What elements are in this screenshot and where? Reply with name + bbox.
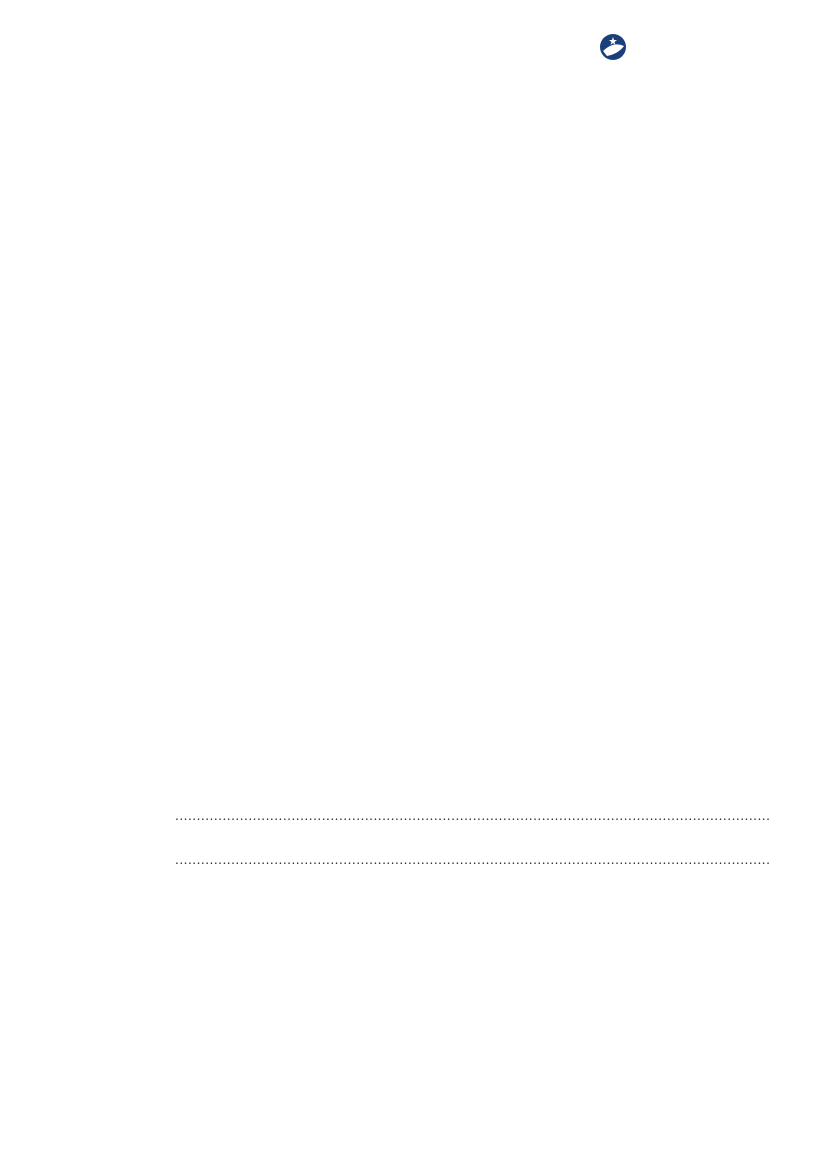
leader-dots: ..........................................................................................................................................	[175, 853, 771, 867]
leader-dots: ..........................................................................................................................................	[175, 809, 771, 823]
toc-entry-list[interactable]	[169, 850, 771, 870]
toc-entry-overview[interactable]	[169, 806, 771, 826]
